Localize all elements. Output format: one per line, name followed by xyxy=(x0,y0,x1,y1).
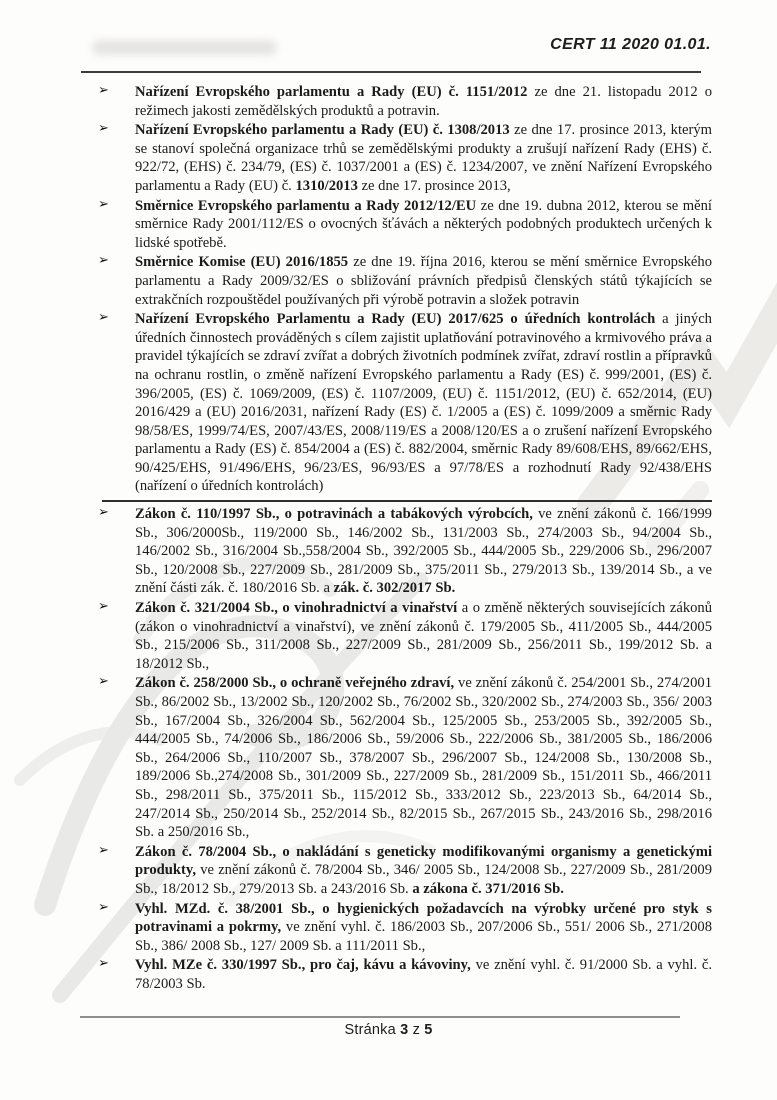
list-item xyxy=(88,505,712,598)
law-amendments-text: ze dne 17. prosince 2013, xyxy=(357,177,511,194)
law-title-text: Zákon č. 110/1997 Sb., o potravinách a tabákových výrobcích, xyxy=(135,506,533,523)
scan-smudge xyxy=(92,40,277,55)
list-item xyxy=(88,956,712,993)
bullet-arrow-icon: ➢ xyxy=(98,83,109,98)
list-item xyxy=(88,843,712,899)
national-laws-list xyxy=(88,505,712,993)
document-code: CERT 11 2020 01.01. xyxy=(550,36,711,53)
document-body xyxy=(88,83,712,995)
law-title-text: Zákon č. 78/2004 Sb., o nakládání s geneticky modifikovanými organismy a genetickými produkty, xyxy=(135,843,712,879)
law-title-text: a zákona č. 371/2016 Sb. xyxy=(412,880,564,897)
law-amendments-text: a o změně některých souvisejících zákonů (zákon o vinohradnictví a vinařství), ve znění zákonů č. 179/2005 Sb., 411/2005 Sb., 444/2005 Sb., 215/2006 Sb., 311/2008 Sb., 227/2009 Sb., 281/2009 Sb., 256/2011 Sb., 199/2012 Sb. a 18/2012 Sb., xyxy=(135,600,713,672)
bullet-arrow-icon: ➢ xyxy=(98,599,109,615)
list-item xyxy=(88,197,712,253)
list-item xyxy=(88,674,712,841)
law-title-text: Vyhl. MZe č. 330/1997 Sb., pro čaj, kávu a kávoviny, xyxy=(135,957,471,974)
section-separator-rule xyxy=(102,500,712,502)
law-title-text: Vyhl. MZd. č. 38/2001 Sb., o hygienických požadavcích na výrobky určené pro styk s potravinami a pokrmy, xyxy=(135,900,712,936)
page-number-current: 3 xyxy=(400,1022,409,1038)
law-amendments-text: ze dne 19. dubna 2012, kterou se mění směrnice Rady 2001/112/ES o ovocných šťávách a některých podobných produktech určených k lidské spotřebě. xyxy=(135,197,712,251)
footer-rule xyxy=(80,1016,680,1018)
law-title-text: Směrnice Komise (EU) 2016/1855 xyxy=(135,254,349,271)
bullet-arrow-icon: ➢ xyxy=(98,956,109,972)
law-amendments-text: ze dne 19. října 2016, kterou se mění směrnice Evropského parlamentu a Rady 2009/32/ES o sbližování právních předpisů členských států týkajících se extrakčních rozpouštědel používaných při výrobě potravin a složek potravin xyxy=(135,254,712,308)
bullet-arrow-icon: ➢ xyxy=(98,674,109,690)
law-amendments-text: ve znění zákonů č. 166/1999 Sb., 306/2000Sb., 119/2000 Sb., 146/2002 Sb., 131/2003 Sb., 274/2003 Sb., 94/2004 Sb., 146/2002 Sb., 316/2004 Sb.,558/2004 Sb., 392/2005 Sb., 444/2005 Sb., 229/2006 Sb., 296/2007 Sb., 120/2008 Sb., 227/2009 Sb., 281/2009 Sb., 375/2011 Sb., 279/2013 Sb., 139/2014 Sb., a ve znění části zák. č. 180/2016 Sb. a xyxy=(135,506,712,597)
law-amendments-text: ve znění zákonů č. 78/2004 Sb., 346/ 2005 Sb., 124/2008 Sb., 227/2009 Sb., 281/2009 Sb., 18/2012 Sb., 279/2013 Sb. a 243/2016 Sb. xyxy=(135,862,712,897)
law-amendments-text: ze dne 17. prosince 2013, kterým se stanoví společná organizace trhů se zemědělskými produkty a zrušují nařízení Rady (EHS) č. 922/72, (EHS) č. 234/79, (ES) č. 1037/2001 a (ES) č. 1234/2007, ve znění Nařízení Evropského parlamentu a Rady (EU) č. xyxy=(135,122,712,194)
page-number-separator: z xyxy=(412,1022,421,1038)
header-rule xyxy=(81,71,701,73)
list-item xyxy=(88,83,712,120)
list-item xyxy=(88,900,712,956)
bullet-arrow-icon: ➢ xyxy=(98,196,109,212)
law-title-text: zák. č. 302/2017 Sb. xyxy=(333,580,456,597)
law-amendments-text: ze dne 21. listopadu 2012 o režimech jakosti zemědělských produktů a potravin. xyxy=(135,84,712,119)
law-title-text: Nařízení Evropského Parlamentu a Rady (EU) 2017/625 o úředních kontrolách xyxy=(135,311,656,328)
bullet-arrow-icon: ➢ xyxy=(98,899,109,915)
list-item xyxy=(88,599,712,673)
page-number-total: 5 xyxy=(424,1022,433,1038)
law-title-text: Nařízení Evropského parlamentu a Rady (EU) č. 1308/2013 xyxy=(135,122,510,139)
law-title-text: Zákon č. 258/2000 Sb., o ochraně veřejného zdraví, xyxy=(135,675,455,692)
law-title-text: 1310/2013 xyxy=(295,177,358,194)
bullet-arrow-icon: ➢ xyxy=(98,310,109,326)
law-title-text: Zákon č. 321/2004 Sb., o vinohradnictví a vinařství xyxy=(135,600,458,617)
law-title-text: Směrnice Evropského parlamentu a Rady 2012/12/EU xyxy=(135,197,477,214)
law-title-text: Nařízení Evropského parlamentu a Rady (EU) č. 1151/2012 xyxy=(135,84,528,100)
bullet-arrow-icon: ➢ xyxy=(98,505,109,521)
list-item xyxy=(88,253,712,309)
page-number-label: Stránka xyxy=(344,1022,396,1038)
bullet-arrow-icon: ➢ xyxy=(98,842,109,858)
bullet-arrow-icon: ➢ xyxy=(98,253,109,269)
law-amendments-text: a jiných úředních činnostech prováděných s cílem zajistit uplatňování potravinového a krmivového práva a pravidel týkajících se zdraví zvířat a dobrých životních podmínek zvířat, zdraví rostlin a přípravků na ochranu rostlin, o změně nařízení Evropského parlamentu a Rady (ES) č. 999/2001, (ES) č. 396/2005, (ES) č. 1069/2009, (ES) č. 1107/2009, (EU) č. 1151/2012, (EU) č. 652/2014, (EU) 2016/429 a (EU) 2016/2031, nařízení Rady (ES) č. 1/2005 a (ES) č. 1099/2009 a směrnic Rady 98/58/ES, 1999/74/ES, 2007/43/ES, 2008/119/ES a 2008/120/ES a o zrušení nařízení Evropského parlamentu a Rady (ES) č. 854/2004 a (ES) č. 882/2004, směrnic Rady 89/608/EHS, 89/662/EHS, 90/425/EHS, 91/496/EHS, 96/23/ES, 96/93/ES a 97/78/ES a rozhodnutí Rady 92/438/EHS (nařízení o úředních kontrolách) xyxy=(135,311,712,495)
bullet-arrow-icon: ➢ xyxy=(98,121,109,137)
list-item xyxy=(88,310,712,496)
list-item xyxy=(88,121,712,195)
law-amendments-text: ve znění zákonů č. 254/2001 Sb., 274/2001 Sb., 86/2002 Sb., 13/2002 Sb., 120/2002 Sb., 76/2002 Sb., 320/2002 Sb., 274/2003 Sb., 356/ 2003 Sb., 167/2004 Sb., 326/2004 Sb., 562/2004 Sb., 125/2005 Sb., 253/2005 Sb., 392/2005 Sb., 444/2005 Sb., 74/2006 Sb., 186/2006 Sb., 59/2006 Sb., 222/2006 Sb., 381/2005 Sb., 186/2006 Sb., 264/2006 Sb., 110/2007 Sb., 378/2007 Sb., 296/2007 Sb., 124/2008 Sb., 130/2008 Sb., 189/2006 Sb.,274/2008 Sb., 301/2009 Sb., 227/2009 Sb., 281/2009 Sb., 151/2011 Sb., 466/2011 Sb., 298/2011 Sb., 375/2011 Sb., 115/2012 Sb., 333/2012 Sb., 223/2013 Sb., 64/2014 Sb., 247/2014 Sb., 250/2014 Sb., 252/2014 Sb., 82/2015 Sb., 267/2015 Sb., 243/2016 Sb., 298/2016 Sb. a 250/2016 Sb., xyxy=(135,675,712,841)
law-amendments-text: ve znění vyhl. č. 91/2000 Sb. a vyhl. č. 78/2003 Sb. xyxy=(135,957,713,992)
page-number xyxy=(0,1022,777,1038)
law-amendments-text: ve znění vyhl. č. 186/2003 Sb., 207/2006 Sb., 551/ 2006 Sb., 271/2008 Sb., 386/ 2008 Sb., 127/ 2009 Sb. a 111/2011 Sb., xyxy=(135,919,712,954)
eu-regulations-list xyxy=(88,83,712,496)
